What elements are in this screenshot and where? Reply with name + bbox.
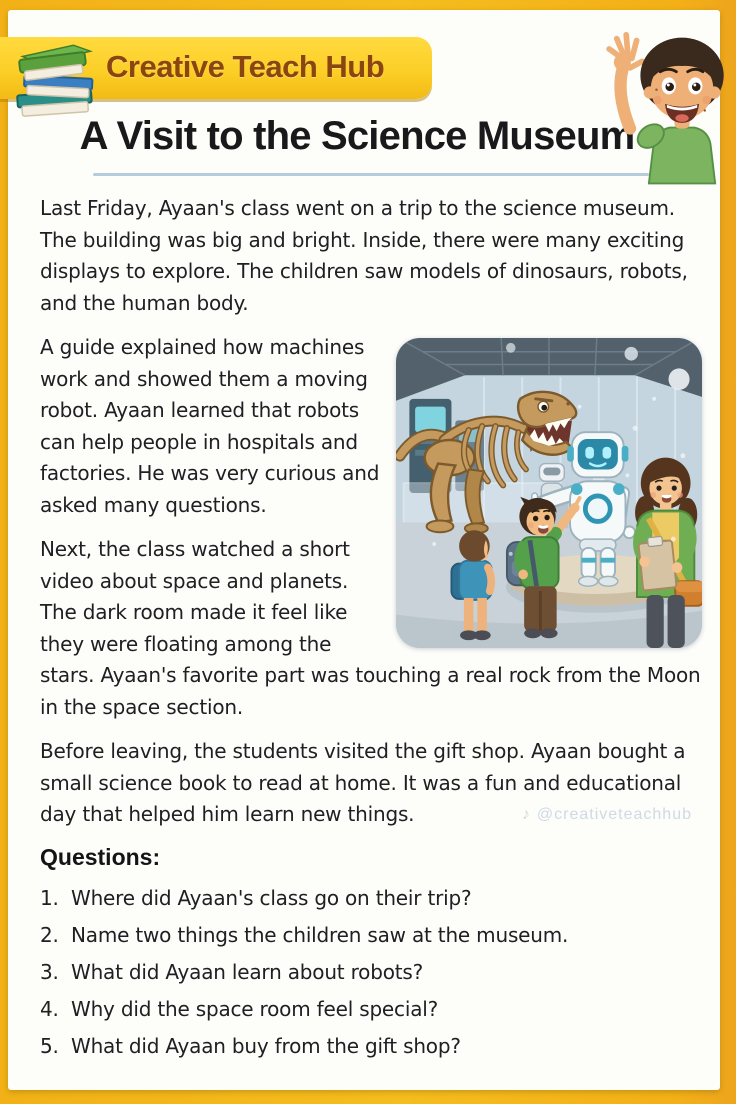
- question-number: 5.: [40, 1033, 59, 1058]
- brand-ribbon: [0, 37, 432, 99]
- title-divider: [93, 173, 649, 176]
- question-text: What did Ayaan buy from the gift shop?: [71, 1033, 461, 1058]
- question-text: Name two things the children saw at the museum.: [71, 922, 569, 947]
- question-number: 4.: [40, 996, 59, 1021]
- question-item: [40, 991, 702, 1028]
- page-title: A Visit to the Science Museum: [79, 114, 635, 158]
- music-note-icon: ♪: [521, 806, 531, 823]
- question-text: Where did Ayaan's class go on their trip?: [71, 885, 472, 910]
- question-item: [40, 954, 702, 991]
- story-paragraph-1: Last Friday, Ayaan's class went on a trip to the science museum. The building was big and bright. Inside, there were many exciting displays to explore. The children saw models of dinosaurs, robots, and the human body.: [40, 196, 688, 315]
- question-text: What did Ayaan learn about robots?: [71, 959, 424, 984]
- story-paragraph-4: Before leaving, the students visited the gift shop. Ayaan bought a small science book to read at home. It was a fun and educational day that helped him learn new things.: [40, 739, 686, 826]
- questions-section: [40, 844, 702, 1065]
- waving-boy-illustration: [594, 12, 736, 192]
- books-stack-icon: [6, 41, 106, 127]
- story-paragraph-2: A guide explained how machines work and showed them a moving robot. Ayaan learned that robots can help people in hospitals and factories. He was very curious and asked many questions.: [40, 335, 380, 517]
- question-item: [40, 880, 702, 917]
- question-number: 3.: [40, 959, 59, 984]
- question-text: Why did the space room feel special?: [71, 996, 439, 1021]
- question-number: 2.: [40, 922, 59, 947]
- question-item: [40, 917, 702, 954]
- watermark: [522, 806, 692, 824]
- story-text: [40, 193, 702, 831]
- watermark-handle: @creativeteachhub: [536, 806, 692, 823]
- museum-scene-illustration: [396, 338, 702, 648]
- story-paragraph-3: Next, the class watched a short video about space and planets. The dark room made it feel like they were floating among the stars. Ayaan's favorite part was touching a real rock from the Moon in the space section.: [40, 537, 701, 719]
- questions-heading: Questions:: [40, 843, 161, 870]
- question-item: [40, 1028, 702, 1065]
- question-number: 1.: [40, 885, 59, 910]
- brand-name: Creative Teach Hub: [106, 49, 385, 84]
